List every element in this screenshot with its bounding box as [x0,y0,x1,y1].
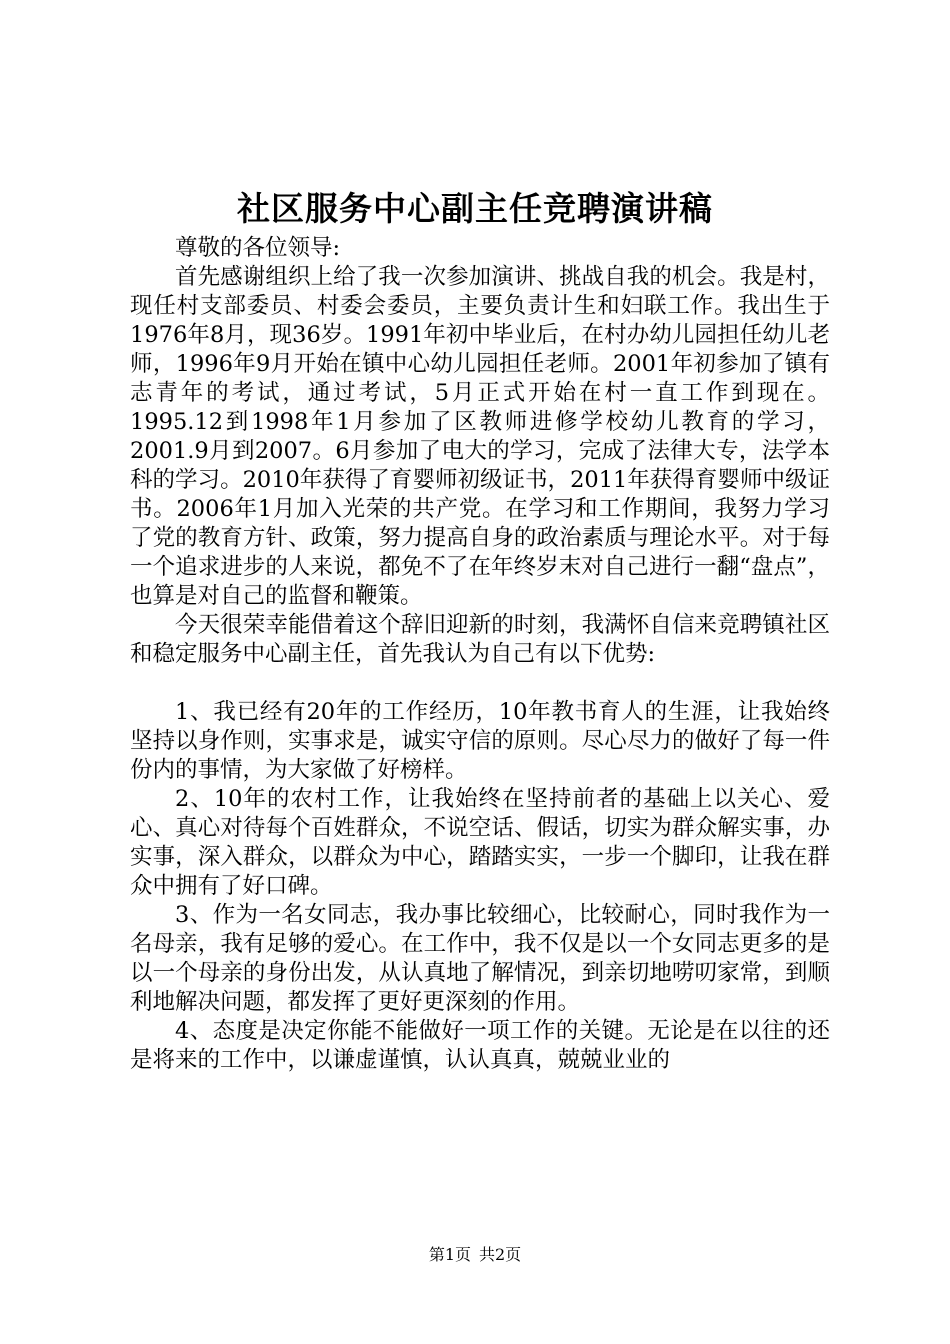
blank-line [130,669,830,698]
page-footer [0,1244,950,1266]
advantage-point-1: 1、我已经有20年的工作经历，10年教书育人的生涯，让我始终坚持以身作则，实事求是，诚实守信的原则。尽心尽力的做好了每一件份内的事情，为大家做了好榜样。 [130,699,830,783]
document-body [130,234,830,1075]
page-number-total: 共2页 [479,1245,522,1264]
advantage-point-2: 2、10年的农村工作，让我始终在坚持前者的基础上以关心、爱心、真心对待每个百姓群众，不说空话、假话，切实为群众解实事，办实事，深入群众，以群众为中心，踏踏实实，一步一个脚印，让我在群众中拥有了好口碑。 [130,786,830,899]
salutation: 尊敬的各位领导: [175,235,341,261]
paragraph-advantages-lead: 今天很荣幸能借着这个辞旧迎新的时刻，我满怀自信来竞聘镇社区和稳定服务中心副主任，首先我认为自己有以下优势: [130,612,830,667]
page-number-current: 第1页 [428,1245,471,1264]
paragraph-intro: 首先感谢组织上给了我一次参加演讲、挑战自我的机会。我是村，现任村支部委员、村委会委员，主要负责计生和妇联工作。我出生于1976年8月，现36岁。1991年初中毕业后，在村办幼儿园担任幼儿老师，1996年9月开始在镇中心幼儿园担任老师。2001年初参加了镇有志青年的考试，通过考试，5月正式开始在村一直工作到现在。1995.12到1998年1月参加了区教师进修学校幼儿教育的学习，2001.9月到2007。6月参加了电大的学习，完成了法律大专，法学本科的学习。2010年获得了育婴师初级证书，2011年获得育婴师中级证书。2006年1月加入光荣的共产党。在学习和工作期间，我努力学习了党的教育方针、政策，努力提高自身的政治素质与理论水平。对于每一个追求进步的人来说，都免不了在年终岁末对自己进行一翻“盘点”，也算是对自己的监督和鞭策。 [130,264,830,609]
advantage-point-3: 3、作为一名女同志，我办事比较细心，比较耐心，同时我作为一名母亲，我有足够的爱心。在工作中，我不仅是以一个女同志更多的是以一个母亲的身份出发，从认真地了解情况，到亲切地唠叨家常，到顺利地解决问题，都发挥了更好更深刻的作用。 [130,902,830,1015]
document-title: 社区服务中心副主任竞聘演讲稿 [237,189,713,228]
advantage-point-4: 4、态度是决定你能不能做好一项工作的关键。无论是在以往的还是将来的工作中，以谦虚谨慎，认认真真，兢兢业业的 [130,1018,830,1073]
